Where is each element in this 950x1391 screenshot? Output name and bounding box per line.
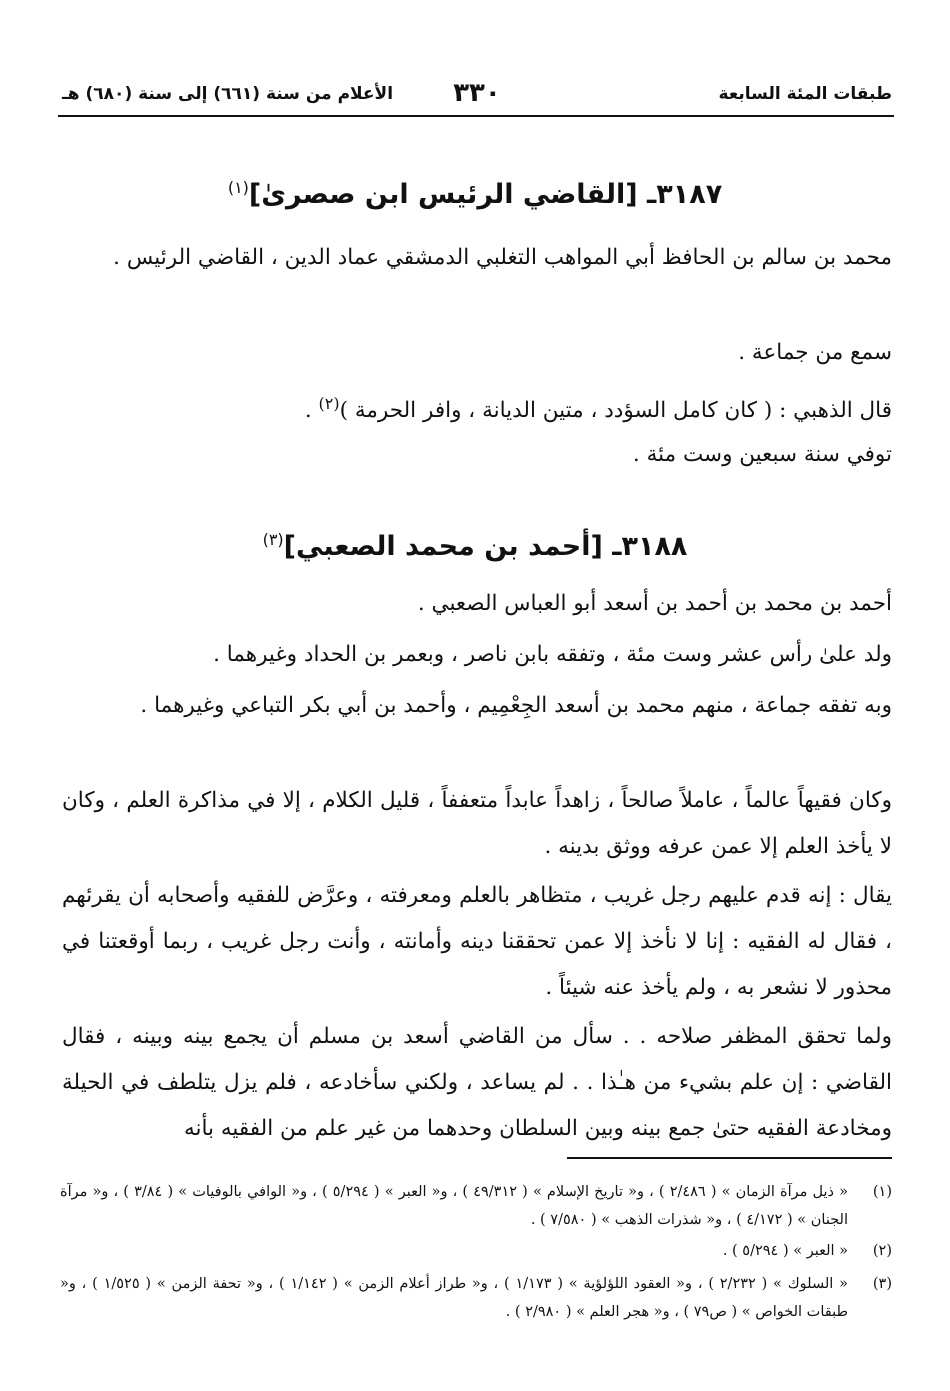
entry-title-text: ٣١٨٨ـ [أحمد بن محمد الصعبي] bbox=[283, 531, 688, 562]
entry-3188-paragraph-1: أحمد بن محمد بن أحمد بن أسعد أبو العباس الصعبي . bbox=[417, 591, 892, 616]
footnote-text: « السلوك » ( ٢/٢٣٢ ) ، و« العقود اللؤلؤية » ( ١/١٧٣ ) ، و« طراز أعلام الزمن » ( ١/١٤٢ ) ، و« تحفة الزمن » ( ١/٥٢٥ ) ، و« طبقات الخواص » ( ص٧٩ ) ، و« هجر العلم » ( ٢/٩٨٠ ) . bbox=[60, 1276, 848, 1320]
page-number: ٣٣٠ bbox=[453, 78, 501, 108]
entry-3187-paragraph-4: توفي سنة سبعين وست مئة . bbox=[632, 442, 892, 467]
footnote-divider bbox=[567, 1157, 892, 1159]
footnote-ref-1: (١) bbox=[227, 178, 249, 197]
footnote-number: (٣) bbox=[872, 1276, 892, 1292]
footnote-ref-3: (٣) bbox=[262, 530, 284, 549]
entry-3188-paragraph-4: وكان فقيهاً عالماً ، عاملاً صالحاً ، زاهداً عابداً متعففاً ، قليل الكلام ، إلا في مذاكرة العلم ، وكان لا يأخذ العلم إلا عمن عرفه ووثق بدينه . bbox=[62, 788, 892, 859]
footnote-2 bbox=[60, 1237, 892, 1265]
header-section-title: طبقات المئة السابعة bbox=[718, 84, 892, 104]
entry-3188-paragraph-5: يقال : إنه قدم عليهم رجل غريب ، متظاهر بالعلم ومعرفته ، وعرَّض للفقيه وأصحابه أن يقرئهم ، فقال له الفقيه : إنا لا نأخذ إلا عمن تحققنا دينه وأمانته ، وأنت رجل غريب ، ربما أوقعتنا في محذور لا نشعر به ، ولم يأخذ عنه شيئاً . bbox=[62, 883, 892, 1000]
header-divider bbox=[58, 115, 894, 117]
entry-title-3187 bbox=[60, 178, 890, 210]
entry-title-3188 bbox=[60, 530, 890, 562]
quote-tail: . bbox=[304, 398, 319, 424]
footnote-number: (٢) bbox=[872, 1243, 892, 1259]
header-date-range: الأعلام من سنة (٦٦١) إلى سنة (٦٨٠) هـ bbox=[62, 84, 394, 104]
footnote-3 bbox=[60, 1270, 892, 1326]
quote-text: قال الذهبي : ( كان كامل السؤدد ، متين الديانة ، وافر الحرمة ) bbox=[339, 398, 892, 424]
footnote-text: « ذيل مرآة الزمان » ( ٢/٤٨٦ ) ، و« تاريخ الإسلام » ( ٤٩/٣١٢ ) ، و« العبر » ( ٥/٢٩٤ ) ، و« الوافي بالوفيات » ( ٣/٨٤ ) ، و« مرآة الجنان » ( ٤/١٧٢ ) ، و« شذرات الذهب » ( ٧/٥٨٠ ) . bbox=[60, 1184, 849, 1228]
entry-3187-paragraph-1: محمد بن سالم بن الحافظ أبي المواهب التغلبي الدمشقي عماد الدين ، القاضي الرئيس . bbox=[113, 245, 892, 270]
entry-3187-paragraph-3 bbox=[62, 381, 892, 434]
running-header bbox=[62, 78, 892, 112]
entry-3188-paragraph-3: وبه تفقه جماعة ، منهم محمد بن أسعد الجِعْمِيم ، وأحمد بن أبي بكر التباعي وغيرهما . bbox=[140, 693, 892, 718]
entry-3188-paragraph-2: ولد علىٰ رأس عشر وست مئة ، وتفقه بابن ناصر ، وبعمر بن الحداد وغيرهما . bbox=[213, 642, 892, 667]
footnote-text: « العبر » ( ٥/٢٩٤ ) . bbox=[722, 1243, 848, 1259]
footnote-ref-2: (٢) bbox=[318, 394, 340, 413]
footnote-number: (١) bbox=[872, 1184, 892, 1200]
entry-3188-paragraph-6: ولما تحقق المظفر صلاحه . . سأل من القاضي أسعد بن مسلم أن يجمع بينه وبينه ، فقال القاضي : إن علم بشيء من هـٰذا . . لم يساعد ، ولكني سأخادعه ، فلم يزل يتلطف في الحيلة ومخادعة الفقيه حتىٰ جمع بينه وبين السلطان وحدهما من غير علم من الفقيه بأنه bbox=[62, 1024, 892, 1141]
entry-3187-paragraph-2: سمع من جماعة . bbox=[738, 340, 892, 365]
footnote-1 bbox=[60, 1178, 892, 1234]
entry-title-text: ٣١٨٧ـ [القاضي الرئيس ابن صصرىٰ] bbox=[248, 179, 723, 210]
